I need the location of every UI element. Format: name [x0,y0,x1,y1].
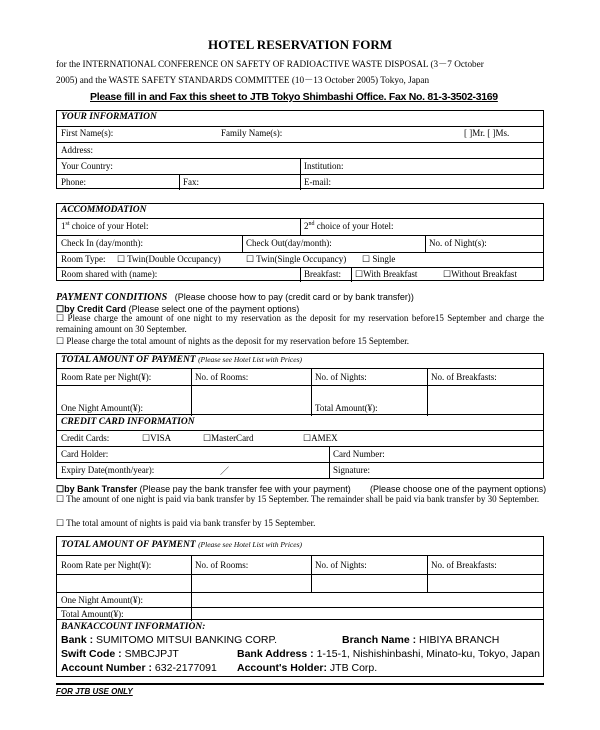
nights-label-2: No. of Nights: [315,560,367,570]
your-information-section [56,110,544,189]
without-breakfast-checkbox[interactable]: ☐Without Breakfast [443,269,517,279]
credit-option-2[interactable]: ☐ Please charge the total amount of nights as the deposit for my reservation before 15 September. [56,336,410,346]
check-in-label: Check In (day/month): [61,238,143,248]
credit-cards-label: Credit Cards: [61,433,110,443]
bank-option-2[interactable]: ☐ The total amount of nights is paid via bank transfer by 15 September. [56,518,316,528]
card-number-label: Card Number: [333,449,385,459]
rooms-label-1: No. of Rooms: [195,372,249,382]
twin-double-checkbox[interactable]: ☐ Twin(Double Occupancy) [117,254,221,264]
address-label: Address: [61,145,93,155]
one-night-amount-label-1: One Night Amount(¥): [61,403,143,413]
bank-account-header: BANKACCOUNT INFORMATION: [61,622,206,632]
family-name-label: Family Name(s): [221,128,283,138]
total-payment-header-2: TOTAL AMOUNT OF PAYMENT (Please see Hotel List with Prices) [61,540,303,550]
breakfast-label: Breakfast: [304,269,341,279]
bank-transfer-option[interactable]: ☐by Bank Transfer (Please pay the bank transfer fee with your payment) [56,484,351,494]
account-number: Account Number : 632-2177091 [61,662,217,674]
bank-transfer-note-2: (Please choose one of the payment options) [370,484,547,494]
check-out-label: Check Out(day/month): [246,238,332,248]
jtb-use-only: FOR JTB USE ONLY [56,687,133,696]
total-payment-header-1: TOTAL AMOUNT OF PAYMENT (Please see Hotel List with Prices) [61,355,303,365]
title-options[interactable]: [ ]Mr. [ ]Ms. [464,128,510,138]
email-label: E-mail: [304,177,331,187]
breakfasts-label-1: No. of Breakfasts: [431,372,497,382]
accommodation-section [56,203,544,281]
first-name-label: First Name(s): [61,128,114,138]
credit-option-1[interactable]: ☐ Please charge the amount of one night to my reservation as the deposit for my reservation before15 September and charge the remaining amount on 30 September. [56,313,544,334]
room-rate-label-2: Room Rate per Night(¥): [61,560,152,570]
visa-checkbox[interactable]: ☐VISA [142,433,172,443]
rooms-label-2: No. of Rooms: [195,560,249,570]
total-amount-label-1: Total Amount(¥): [315,403,378,413]
second-choice-hotel-label: 2nd choice of your Hotel: [304,221,394,231]
country-label: Your Country: [61,161,113,171]
credit-card-section [56,415,544,479]
total-payment-section-2 [56,536,544,620]
breakfasts-label-2: No. of Breakfasts: [431,560,497,570]
your-information-header: YOUR INFORMATION [61,112,157,122]
one-night-amount-label-2: One Night Amount(¥): [61,595,143,605]
fax-label: Fax: [183,177,200,187]
mastercard-checkbox[interactable]: ☐MasterCard [203,433,254,443]
payment-conditions-heading: PAYMENT CONDITIONS (Please choose how to pay (credit card or by bank transfer)) [56,292,414,303]
swift-code: Swift Code : SMBCJPJT [61,648,179,660]
expiry-date-label: Expiry Date(month/year): [61,465,155,475]
form-title: HOTEL RESERVATION FORM [208,37,392,52]
phone-label: Phone: [61,177,87,187]
nights-label-1: No. of Nights: [315,372,367,382]
signature-label: Signature: [333,465,370,475]
expiry-slash: ／ [220,466,230,476]
first-choice-hotel-label: 1st choice of your Hotel: [61,221,149,231]
total-amount-label-2: Total Amount(¥): [61,609,124,619]
bank-address: Bank Address : 1-15-1, Nishishinbashi, Minato-ku, Tokyo, Japan [237,648,540,660]
room-type-label: Room Type: [61,254,106,264]
single-checkbox[interactable]: ☐ Single [362,254,396,264]
account-holder: Account's Holder: JTB Corp. [237,662,378,674]
total-payment-section-1 [56,353,544,415]
branch-name: Branch Name : HIBIYA BRANCH [342,634,500,646]
bank-account-section [56,620,544,677]
intro-line-1: for the INTERNATIONAL CONFERENCE ON SAFETY OF RADIOACTIVE WASTE DISPOSAL (3－7 October [56,59,484,69]
with-breakfast-checkbox[interactable]: ☐With Breakfast [355,269,418,279]
amex-checkbox[interactable]: ☐AMEX [303,433,338,443]
room-shared-label: Room shared with (name): [61,269,158,279]
footer-divider [56,683,544,685]
nights-label: No. of Night(s): [429,238,487,248]
room-rate-label-1: Room Rate per Night(¥): [61,372,152,382]
bank-option-1[interactable]: ☐ The amount of one night is paid via bank transfer by 15 September. The remainder shall be paid via bank transfer by 30 September. [56,494,540,504]
accommodation-header: ACCOMMODATION [61,205,147,215]
credit-card-header: CREDIT CARD INFORMATION [61,417,195,427]
twin-single-checkbox[interactable]: ☐ Twin(Single Occupancy) [246,254,347,264]
card-holder-label: Card Holder: [61,449,109,459]
credit-card-option[interactable]: ☐by Credit Card (Please select one of the payment options) [56,304,300,314]
fax-instructions: Please fill in and Fax this sheet to JTB Tokyo Shimbashi Office. Fax No. 81-3-3502-3169 [90,91,498,103]
bank-name: Bank : SUMITOMO MITSUI BANKING CORP. [61,634,278,646]
institution-label: Institution: [304,161,344,171]
intro-line-2: 2005) and the WASTE SAFETY STANDARDS COMMITTEE (10－13 October 2005) Tokyo, Japan [56,75,430,85]
